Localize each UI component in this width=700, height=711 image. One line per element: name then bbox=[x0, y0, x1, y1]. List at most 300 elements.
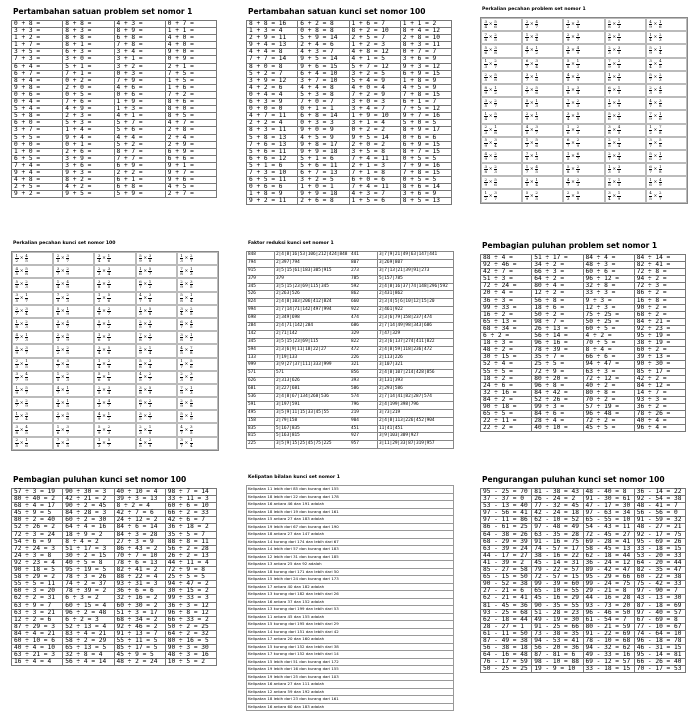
numerator: 2 bbox=[525, 86, 529, 91]
equation-cell: 84 ÷ 3 = 28 bbox=[114, 531, 165, 538]
fraction-problem bbox=[136, 278, 177, 291]
number-cell: 526 bbox=[247, 291, 275, 298]
numerator: 5 bbox=[148, 386, 152, 391]
equation-cell: 36 ÷ 18 = 2 bbox=[165, 524, 216, 531]
fraction bbox=[15, 399, 19, 409]
fraction-problem bbox=[177, 252, 218, 265]
fraction-problem bbox=[136, 305, 177, 318]
denominator: 8 bbox=[618, 78, 621, 82]
equation-cell: 85 ÷ 17 = 5 bbox=[114, 645, 165, 652]
multiply-operator: × bbox=[143, 282, 147, 287]
equation-cell: 90 ÷ 30 = 3 bbox=[63, 489, 114, 496]
fraction-problem bbox=[646, 124, 687, 137]
equation-cell: 63 ÷ 9 = 7 bbox=[12, 602, 63, 609]
equation-cell: 4 + 4 = 8 bbox=[247, 49, 298, 56]
fraction bbox=[535, 20, 539, 30]
multiply-operator: × bbox=[612, 194, 616, 199]
equation-cell: 1 + 5 = bbox=[165, 77, 216, 84]
numerator: 3 bbox=[139, 386, 143, 391]
numerator: 3 bbox=[484, 99, 488, 104]
equation-cell: 49 - 33 = 16 bbox=[583, 652, 634, 659]
fraction-problem bbox=[53, 437, 94, 450]
equation-cell: 4 + 1 = 5 bbox=[349, 56, 400, 63]
numerator: 4 bbox=[139, 372, 143, 377]
numerator: 3 bbox=[484, 165, 488, 170]
equation-cell: 5 + 7 = 12 bbox=[349, 63, 400, 70]
denominator: 2 bbox=[190, 338, 193, 342]
equation-cell: 32 ÷ 16 = 2 bbox=[114, 595, 165, 602]
equation-cell: 60 ÷ 3 = 20 bbox=[12, 588, 63, 595]
factors-cell: 2|4|8|103|206|412|824 bbox=[275, 299, 350, 306]
fraction-problem bbox=[177, 384, 218, 397]
numerator: 1 bbox=[576, 59, 580, 64]
equation-cell: 74 - 64 = 10 bbox=[634, 630, 685, 637]
equation-cell: 68 ÷ 2 = bbox=[634, 311, 685, 318]
answer-table bbox=[246, 20, 452, 205]
fraction bbox=[25, 293, 29, 303]
equation-cell: 1 + 8 = 9 bbox=[400, 77, 451, 84]
equation-cell: 8 + 6 = bbox=[165, 99, 216, 106]
equation-cell: 6 + 8 = bbox=[114, 35, 165, 42]
denominator: 5 bbox=[57, 378, 60, 382]
fraction bbox=[525, 20, 529, 30]
equation-cell: 54 ÷ 6 = 9 bbox=[12, 538, 63, 545]
denominator: 9 bbox=[16, 391, 19, 395]
fraction bbox=[608, 99, 612, 109]
numerator: 2 bbox=[525, 112, 529, 117]
equation-cell: 6 + 5 = bbox=[12, 155, 63, 162]
multiply-operator: × bbox=[143, 269, 147, 274]
equation-cell: 26 ÷ 2 = 13 bbox=[165, 552, 216, 559]
multiply-operator: × bbox=[571, 62, 575, 67]
denominator: 7 bbox=[25, 391, 28, 395]
equation-cell: 95 - 69 = 26 bbox=[634, 538, 685, 545]
multiply-operator: × bbox=[489, 154, 493, 159]
equation-cell: 72 ÷ 24 = bbox=[481, 283, 532, 290]
numerator: 3 bbox=[97, 254, 101, 259]
numerator: 2 bbox=[576, 138, 580, 143]
equation-cell: 8 + 4 = 12 bbox=[400, 28, 451, 35]
equation-cell: 30 ÷ 15 = 2 bbox=[165, 588, 216, 595]
equation-cell: 10 ÷ 5 = 2 bbox=[165, 659, 216, 666]
denominator: 5 bbox=[190, 285, 193, 289]
multiply-operator: × bbox=[143, 401, 147, 406]
denominator: 2 bbox=[108, 325, 111, 329]
numerator: 4 bbox=[649, 20, 653, 25]
denominator: 5 bbox=[16, 299, 19, 303]
denominator: 8 bbox=[149, 312, 152, 316]
fraction bbox=[139, 307, 143, 317]
equation-cell: 68 ÷ 4 = 17 bbox=[12, 503, 63, 510]
fraction bbox=[190, 280, 194, 290]
equation-cell: 18 ÷ 2 = bbox=[481, 375, 532, 382]
equation-cell: 96 - 18 = 78 bbox=[634, 637, 685, 644]
equation-cell: 45 - 14 = 31 bbox=[532, 559, 583, 566]
number-cell: 536 bbox=[247, 394, 275, 401]
numerator: 5 bbox=[576, 191, 580, 196]
multiply-operator: × bbox=[102, 375, 106, 380]
equation-cell: 97 - 40 = 57 bbox=[634, 609, 685, 616]
equation-cell: 96 ÷ 8 = 12 bbox=[165, 609, 216, 616]
denominator: 7 bbox=[649, 170, 652, 174]
fraction-problem bbox=[177, 292, 218, 305]
fraction bbox=[97, 254, 101, 264]
equation-cell: 93 ÷ 31 = 3 bbox=[114, 581, 165, 588]
equation-cell: 5 + 5 = bbox=[12, 134, 63, 141]
factors-cell: 2|4|8|113|226|452|904 bbox=[378, 418, 453, 425]
equation-cell: 50 ÷ 2 = 25 bbox=[165, 623, 216, 630]
denominator: 9 bbox=[98, 431, 101, 435]
fraction bbox=[617, 152, 621, 162]
factors-cell: 3|7|9|21|49|63|147|441 bbox=[378, 252, 453, 259]
fraction bbox=[535, 178, 539, 188]
multiples-question: Kelipatan 12 lebih dari 31 dan kurang dari 185 bbox=[246, 554, 454, 562]
equation-cell: 0 + 0 = bbox=[12, 141, 63, 148]
multiply-operator: × bbox=[612, 35, 616, 40]
equation-cell: 94 - 32 = 62 bbox=[583, 645, 634, 652]
equation-cell: 70 - 17 = 53 bbox=[634, 666, 685, 673]
denominator: 7 bbox=[649, 144, 652, 148]
denominator: 3 bbox=[577, 131, 580, 135]
equation-cell: 24 ÷ 12 = 2 bbox=[114, 517, 165, 524]
factor-row bbox=[246, 418, 454, 426]
denominator: 2 bbox=[66, 391, 69, 395]
numerator: 1 bbox=[484, 191, 488, 196]
equation-cell: 35 ÷ 7 = bbox=[532, 354, 583, 361]
fraction bbox=[576, 20, 580, 30]
fraction bbox=[535, 152, 539, 162]
denominator: 4 bbox=[485, 25, 488, 29]
fraction bbox=[97, 359, 101, 369]
equation-cell: 72 ÷ 12 = bbox=[583, 375, 634, 382]
denominator: 9 bbox=[190, 417, 193, 421]
denominator: 7 bbox=[149, 378, 152, 382]
numerator: 7 bbox=[56, 293, 60, 298]
multiply-operator: × bbox=[143, 441, 147, 446]
numerator: 5 bbox=[525, 191, 529, 196]
equation-cell: 94 ÷ 47 = 2 bbox=[165, 581, 216, 588]
fraction bbox=[25, 346, 29, 356]
denominator: 2 bbox=[98, 299, 101, 303]
equation-cell: 72 ÷ 8 = bbox=[634, 269, 685, 276]
worksheet-title: Kelipatan bilalan kunci set nomor 1 bbox=[248, 474, 454, 482]
numerator: 3 bbox=[649, 59, 653, 64]
fraction bbox=[659, 152, 663, 162]
multiply-operator: × bbox=[654, 114, 658, 119]
denominator: 5 bbox=[57, 259, 60, 263]
fraction-problem bbox=[94, 423, 135, 436]
equation-cell: 8 + 8 = bbox=[63, 21, 114, 28]
fraction-problem bbox=[53, 410, 94, 423]
multiply-operator: × bbox=[489, 88, 493, 93]
fraction-problem bbox=[94, 410, 135, 423]
denominator: 8 bbox=[567, 170, 570, 174]
numerator: 3 bbox=[25, 307, 29, 312]
denominator: 7 bbox=[494, 104, 497, 108]
fraction-problem bbox=[12, 318, 53, 331]
fraction bbox=[190, 412, 194, 422]
fraction bbox=[139, 254, 143, 264]
equation-cell: 72 ÷ 9 = bbox=[532, 368, 583, 375]
equation-cell: 70 ÷ 7 = 10 bbox=[114, 552, 165, 559]
equation-cell: 6 + 8 = bbox=[114, 184, 165, 191]
numerator: 3 bbox=[484, 20, 488, 25]
fraction bbox=[617, 125, 621, 135]
equation-cell: 2 + 5 = bbox=[12, 184, 63, 191]
fraction bbox=[566, 73, 570, 83]
fraction bbox=[107, 386, 111, 396]
worksheet-title: Perkalian pecahan problem set nomor 1 bbox=[482, 6, 688, 14]
number-cell: 158 bbox=[247, 418, 275, 425]
equation-cell: 92 - 54 = 38 bbox=[634, 496, 685, 503]
denominator: 4 bbox=[180, 312, 183, 316]
fraction bbox=[525, 125, 529, 135]
equation-cell: 60 - 22 = 38 bbox=[634, 574, 685, 581]
fraction bbox=[25, 280, 29, 290]
fraction bbox=[56, 307, 60, 317]
equation-cell: 8 + 7 = 15 bbox=[400, 148, 451, 155]
equation-cell: 48 - 41 = 7 bbox=[634, 503, 685, 510]
equation-cell: 82 ÷ 41 = bbox=[634, 262, 685, 269]
equation-cell: 8 + 3 = bbox=[63, 28, 114, 35]
fraction bbox=[659, 112, 663, 122]
equation-cell: 9 + 0 = 9 bbox=[298, 127, 349, 134]
multiply-operator: × bbox=[20, 309, 24, 314]
equation-cell: 0 + 6 = 6 bbox=[400, 134, 451, 141]
multiply-operator: × bbox=[61, 309, 65, 314]
equation-cell: 6 ÷ 2 = bbox=[481, 333, 532, 340]
fraction-problem bbox=[522, 97, 563, 110]
denominator: 4 bbox=[149, 351, 152, 355]
equation-cell: 26 - 24 = 2 bbox=[532, 496, 583, 503]
denominator: 5 bbox=[57, 325, 60, 329]
multiples-question: Kelipatan 19 lebih dari 67 dan kurang dari 190 bbox=[246, 524, 454, 532]
fraction-problem bbox=[12, 252, 53, 265]
equation-cell: 41 - 39 = 2 bbox=[481, 559, 532, 566]
denominator: 3 bbox=[66, 299, 69, 303]
equation-cell: 74 - 57 = 17 bbox=[532, 545, 583, 552]
fraction bbox=[139, 372, 143, 382]
denominator: 5 bbox=[190, 325, 193, 329]
denominator: 7 bbox=[66, 259, 69, 263]
equation-cell: 64 - 38 = 26 bbox=[481, 531, 532, 538]
factor-row bbox=[246, 276, 454, 284]
fraction bbox=[484, 73, 488, 83]
numerator: 2 bbox=[535, 191, 539, 196]
equation-cell: 12 ÷ 2 = 6 bbox=[12, 616, 63, 623]
equation-cell: 5 + 1 = 6 bbox=[247, 162, 298, 169]
numerator: 5 bbox=[566, 165, 570, 170]
equation-cell: 52 ÷ 4 = bbox=[481, 361, 532, 368]
numerator: 3 bbox=[148, 320, 152, 325]
multiply-operator: × bbox=[654, 101, 658, 106]
fraction bbox=[190, 372, 194, 382]
multiples-question: Kelipatan 11 lebih dari 85 dan kurang dari 155 bbox=[246, 485, 454, 494]
equation-cell: 0 + 4 = 4 bbox=[247, 91, 298, 98]
fraction bbox=[139, 425, 143, 435]
fraction bbox=[25, 372, 29, 382]
denominator: 7 bbox=[139, 404, 142, 408]
fraction-problem bbox=[12, 265, 53, 278]
fraction bbox=[535, 138, 539, 148]
fraction bbox=[190, 399, 194, 409]
numerator: 7 bbox=[180, 386, 184, 391]
fraction bbox=[608, 178, 612, 188]
fraction bbox=[148, 280, 152, 290]
equation-cell: 1 + 1 = bbox=[165, 28, 216, 35]
numerator: 2 bbox=[56, 254, 60, 259]
equation-cell: 63 ÷ 3 = bbox=[583, 368, 634, 375]
equation-cell: 97 - 56 = 41 bbox=[481, 510, 532, 517]
denominator: 9 bbox=[485, 157, 488, 161]
equation-cell: 6 + 6 = 12 bbox=[247, 155, 298, 162]
fraction bbox=[148, 254, 152, 264]
fraction bbox=[180, 438, 184, 448]
fraction bbox=[139, 412, 143, 422]
equation-cell: 25 ÷ 5 = 5 bbox=[165, 574, 216, 581]
equation-cell: 3 + 4 = bbox=[114, 49, 165, 56]
fraction bbox=[566, 20, 570, 30]
numerator: 1 bbox=[525, 33, 529, 38]
fraction bbox=[180, 293, 184, 303]
multiply-operator: × bbox=[571, 101, 575, 106]
equation-cell: 9 + 6 = 15 bbox=[298, 63, 349, 70]
multiply-operator: × bbox=[489, 194, 493, 199]
equation-cell: 9 + 5 = 14 bbox=[298, 56, 349, 63]
equation-cell: 6 + 6 = bbox=[165, 155, 216, 162]
numerator: 5 bbox=[659, 138, 663, 143]
denominator: 7 bbox=[57, 391, 60, 395]
multiply-operator: × bbox=[102, 322, 106, 327]
number-cell: 904 bbox=[350, 418, 378, 425]
fraction-problem bbox=[12, 397, 53, 410]
fraction bbox=[535, 125, 539, 135]
equation-cell: 1 + 5 = 6 bbox=[349, 198, 400, 205]
equation-cell: 62 - 10 = 52 bbox=[532, 517, 583, 524]
number-cell: 226 bbox=[350, 355, 378, 362]
denominator: 6 bbox=[659, 25, 662, 29]
equation-cell: 5 + 1 = 6 bbox=[298, 155, 349, 162]
fraction bbox=[649, 33, 653, 43]
factors-cell: 2|4|8|107|214|428|856 bbox=[378, 370, 453, 377]
factors-cell: 2|4|199|398|796 bbox=[378, 402, 453, 409]
fraction bbox=[617, 73, 621, 83]
equation-cell: 7 + 4 = 11 bbox=[349, 155, 400, 162]
numerator: 2 bbox=[617, 59, 621, 64]
numerator: 3 bbox=[608, 191, 612, 196]
fraction-problem bbox=[481, 189, 522, 202]
fraction-problem bbox=[53, 423, 94, 436]
numerator: 1 bbox=[617, 138, 621, 143]
multiples-list bbox=[246, 485, 454, 711]
denominator: 8 bbox=[567, 51, 570, 55]
numerator: 5 bbox=[649, 46, 653, 51]
fraction bbox=[617, 112, 621, 122]
numerator: 3 bbox=[190, 280, 194, 285]
fraction bbox=[649, 59, 653, 69]
numerator: 2 bbox=[494, 59, 498, 64]
denominator: 4 bbox=[98, 351, 101, 355]
equation-cell: 40 ÷ 10 = 4 bbox=[114, 489, 165, 496]
number-cell: 862 bbox=[350, 291, 378, 298]
numerator: 5 bbox=[494, 178, 498, 183]
numerator: 5 bbox=[139, 359, 143, 364]
equation-cell: 45 ÷ 9 = 5 bbox=[114, 652, 165, 659]
fraction bbox=[617, 99, 621, 109]
multiply-operator: × bbox=[612, 154, 616, 159]
fraction-problem bbox=[646, 150, 687, 163]
fraction bbox=[608, 20, 612, 30]
numerator: 3 bbox=[190, 372, 194, 377]
fraction bbox=[525, 165, 529, 175]
numerator: 4 bbox=[484, 152, 488, 157]
numerator: 7 bbox=[659, 125, 663, 130]
factors-cell: 2|349|698 bbox=[275, 315, 350, 322]
numerator: 2 bbox=[15, 359, 19, 364]
equation-cell: 7 + 8 = bbox=[114, 42, 165, 49]
multiply-operator: × bbox=[571, 194, 575, 199]
multiply-operator: × bbox=[143, 428, 147, 433]
multiply-operator: × bbox=[612, 167, 616, 172]
equation-cell: 66 ÷ 6 = bbox=[583, 354, 634, 361]
denominator: 4 bbox=[98, 365, 101, 369]
denominator: 3 bbox=[608, 170, 611, 174]
multiply-operator: × bbox=[489, 75, 493, 80]
multiply-operator: × bbox=[185, 309, 189, 314]
equation-cell: 40 ÷ 2 = bbox=[583, 382, 634, 389]
equation-cell: 88 ÷ 8 = 11 bbox=[165, 538, 216, 545]
equation-cell: 68 - 29 = 39 bbox=[481, 538, 532, 545]
fraction-grid bbox=[11, 251, 219, 451]
numerator: 4 bbox=[56, 386, 60, 391]
denominator: 4 bbox=[535, 183, 538, 187]
fraction bbox=[649, 112, 653, 122]
fraction bbox=[484, 191, 488, 201]
fraction bbox=[15, 386, 19, 396]
fraction-problem bbox=[563, 84, 604, 97]
denominator: 5 bbox=[66, 351, 69, 355]
fraction-problem bbox=[53, 318, 94, 331]
equation-cell: 0 + 8 = 8 bbox=[298, 28, 349, 35]
numerator: 2 bbox=[649, 86, 653, 91]
numerator: 2 bbox=[576, 125, 580, 130]
numerator: 4 bbox=[66, 280, 70, 285]
fraction-problem bbox=[94, 437, 135, 450]
equation-cell: 7 + 1 = 8 bbox=[349, 169, 400, 176]
numerator: 3 bbox=[180, 438, 184, 443]
numerator: 2 bbox=[659, 73, 663, 78]
equation-cell: 62 ÷ 2 = 31 bbox=[12, 595, 63, 602]
multiply-operator: × bbox=[571, 75, 575, 80]
multiply-operator: × bbox=[143, 309, 147, 314]
answer-table bbox=[480, 488, 686, 673]
denominator: 9 bbox=[526, 197, 529, 201]
numerator: 1 bbox=[535, 178, 539, 183]
denominator: 3 bbox=[659, 38, 662, 42]
factors-cell: 2|7|14|41|82|287|574 bbox=[378, 394, 453, 401]
equation-cell: 8 + 0 = 8 bbox=[247, 63, 298, 70]
equation-cell: 4 + 5 = 9 bbox=[298, 134, 349, 141]
equation-cell: 5 + 2 = 7 bbox=[247, 70, 298, 77]
denominator: 8 bbox=[57, 444, 60, 448]
numerator: 5 bbox=[56, 307, 60, 312]
equation-cell: 64 ÷ 2 = 32 bbox=[165, 630, 216, 637]
fraction-problem bbox=[605, 137, 646, 150]
denominator: 7 bbox=[149, 338, 152, 342]
denominator: 3 bbox=[108, 431, 111, 435]
equation-cell: 96 ÷ 12 = bbox=[583, 276, 634, 283]
number-cell: 835 bbox=[247, 426, 275, 433]
